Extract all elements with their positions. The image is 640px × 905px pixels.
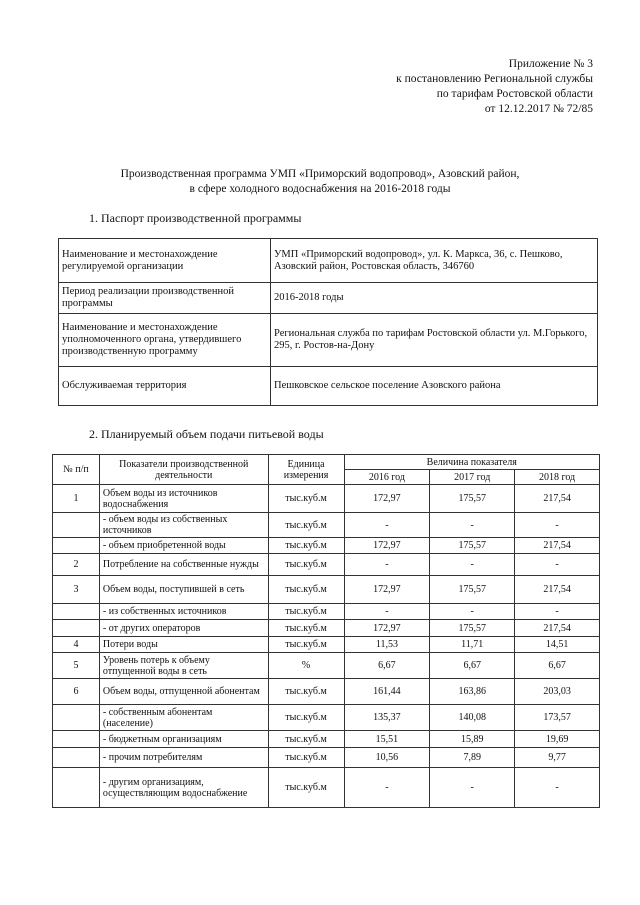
passport-row — [59, 314, 598, 367]
title-line-1: Производственная программа УМП «Приморский водопровод», Азовский район, — [120, 168, 520, 180]
row-number — [53, 620, 100, 637]
row-unit: тыс.куб.м — [268, 604, 344, 620]
row-value-2016: 172,97 — [344, 620, 430, 637]
annex-line-2: к постановлению Региональной службы — [396, 73, 593, 85]
row-indicator: - другим организациям, осуществляющим водоснабжение — [99, 768, 268, 808]
row-number — [53, 748, 100, 768]
row-value-2016: 10,56 — [344, 748, 430, 768]
volume-table — [52, 454, 600, 808]
row-value-2016: 172,97 — [344, 485, 430, 513]
row-value-2018: - — [515, 554, 600, 576]
row-value-2018: 6,67 — [515, 653, 600, 679]
row-number — [53, 768, 100, 808]
row-value-2016: - — [344, 768, 430, 808]
row-value-2017: - — [430, 513, 515, 538]
row-number — [53, 604, 100, 620]
col-header-value: Величина показателя — [344, 455, 600, 470]
row-value-2017: 175,57 — [430, 576, 515, 604]
passport-key: Период реализации производственной программы — [59, 283, 271, 314]
passport-table — [58, 238, 598, 406]
row-value-2018: 217,54 — [515, 576, 600, 604]
col-header-indicator: Показатели производственной деятельности — [99, 455, 268, 485]
table-row — [53, 538, 600, 554]
passport-key: Обслуживаемая территория — [59, 367, 271, 406]
section-1-heading: 1. Паспорт производственной программы — [89, 211, 302, 225]
row-number: 6 — [53, 679, 100, 705]
row-indicator: - бюджетным организациям — [99, 731, 268, 748]
row-unit: тыс.куб.м — [268, 731, 344, 748]
row-value-2017: - — [430, 604, 515, 620]
row-value-2016: 135,37 — [344, 705, 430, 731]
row-value-2017: 175,57 — [430, 620, 515, 637]
row-value-2018: 217,54 — [515, 485, 600, 513]
row-unit: тыс.куб.м — [268, 554, 344, 576]
annex-header — [293, 57, 593, 117]
row-value-2017: 175,57 — [430, 538, 515, 554]
col-header-num: № п/п — [53, 455, 100, 485]
row-number — [53, 731, 100, 748]
table-row — [53, 637, 600, 653]
row-value-2018: 9,77 — [515, 748, 600, 768]
row-value-2018: 203,03 — [515, 679, 600, 705]
row-indicator: Потери воды — [99, 637, 268, 653]
table-row — [53, 679, 600, 705]
row-value-2017: 140,08 — [430, 705, 515, 731]
table-row — [53, 748, 600, 768]
row-number: 4 — [53, 637, 100, 653]
row-value-2016: 172,97 — [344, 538, 430, 554]
document-title — [40, 167, 600, 197]
row-value-2017: 6,67 — [430, 653, 515, 679]
row-indicator: - объем воды из собственных источников — [99, 513, 268, 538]
passport-row — [59, 239, 598, 283]
row-indicator: - прочим потребителям — [99, 748, 268, 768]
row-value-2016: - — [344, 513, 430, 538]
row-value-2016: 161,44 — [344, 679, 430, 705]
passport-key: Наименование и местонахождение уполномоченного органа, утвердившего производственную программу — [59, 314, 271, 367]
row-indicator: Уровень потерь к объему отпущенной воды в сеть — [99, 653, 268, 679]
passport-value: 2016-2018 годы — [271, 283, 598, 314]
table-row — [53, 731, 600, 748]
row-value-2018: - — [515, 604, 600, 620]
passport-value: УМП «Приморский водопровод», ул. К. Маркса, 36, с. Пешково, Азовский район, Ростовская область, 346760 — [271, 239, 598, 283]
row-number: 3 — [53, 576, 100, 604]
row-value-2016: 15,51 — [344, 731, 430, 748]
row-unit: тыс.куб.м — [268, 705, 344, 731]
row-number — [53, 513, 100, 538]
row-value-2018: - — [515, 768, 600, 808]
row-value-2016: 11,53 — [344, 637, 430, 653]
table-row — [53, 620, 600, 637]
annex-line-1: Приложение № 3 — [508, 58, 593, 70]
row-value-2017: 175,57 — [430, 485, 515, 513]
row-value-2018: - — [515, 513, 600, 538]
table-row — [53, 705, 600, 731]
row-indicator: - собственным абонентам (население) — [99, 705, 268, 731]
row-value-2016: - — [344, 554, 430, 576]
row-unit: % — [268, 653, 344, 679]
annex-line-3: по тарифам Ростовской области — [436, 88, 593, 100]
row-unit: тыс.куб.м — [268, 748, 344, 768]
row-value-2017: 11,71 — [430, 637, 515, 653]
row-number — [53, 705, 100, 731]
row-indicator: Объем воды, отпущенной абонентам — [99, 679, 268, 705]
section-2-heading: 2. Планируемый объем подачи питьевой воды — [89, 427, 324, 441]
passport-row — [59, 367, 598, 406]
row-value-2018: 217,54 — [515, 620, 600, 637]
row-value-2017: 163,86 — [430, 679, 515, 705]
row-indicator: Объем воды из источников водоснабжения — [99, 485, 268, 513]
row-unit: тыс.куб.м — [268, 637, 344, 653]
row-number: 5 — [53, 653, 100, 679]
row-value-2017: 7,89 — [430, 748, 515, 768]
row-value-2017: - — [430, 554, 515, 576]
table-row — [53, 604, 600, 620]
passport-row — [59, 283, 598, 314]
row-indicator: - объем приобретенной воды — [99, 538, 268, 554]
row-value-2018: 14,51 — [515, 637, 600, 653]
row-value-2016: - — [344, 604, 430, 620]
row-indicator: - от других операторов — [99, 620, 268, 637]
row-unit: тыс.куб.м — [268, 538, 344, 554]
col-header-2017: 2017 год — [430, 470, 515, 485]
row-value-2017: 15,89 — [430, 731, 515, 748]
col-header-2018: 2018 год — [515, 470, 600, 485]
passport-value: Региональная служба по тарифам Ростовской области ул. М.Горького, 295, г. Ростов-на-Дону — [271, 314, 598, 367]
passport-value: Пешковское сельское поселение Азовского района — [271, 367, 598, 406]
row-unit: тыс.куб.м — [268, 679, 344, 705]
col-header-2016: 2016 год — [344, 470, 430, 485]
table-row — [53, 653, 600, 679]
row-value-2018: 19,69 — [515, 731, 600, 748]
row-unit: тыс.куб.м — [268, 620, 344, 637]
row-value-2016: 6,67 — [344, 653, 430, 679]
row-number — [53, 538, 100, 554]
row-indicator: Объем воды, поступившей в сеть — [99, 576, 268, 604]
row-unit: тыс.куб.м — [268, 768, 344, 808]
row-indicator: - из собственных источников — [99, 604, 268, 620]
row-indicator: Потребление на собственные нужды — [99, 554, 268, 576]
passport-key: Наименование и местонахождение регулируемой организации — [59, 239, 271, 283]
table-row — [53, 513, 600, 538]
row-value-2018: 217,54 — [515, 538, 600, 554]
row-number: 2 — [53, 554, 100, 576]
table-row — [53, 576, 600, 604]
annex-line-4: от 12.12.2017 № 72/85 — [484, 103, 593, 115]
row-unit: тыс.куб.м — [268, 485, 344, 513]
table-row — [53, 485, 600, 513]
row-value-2018: 173,57 — [515, 705, 600, 731]
row-value-2016: 172,97 — [344, 576, 430, 604]
row-value-2017: - — [430, 768, 515, 808]
row-unit: тыс.куб.м — [268, 576, 344, 604]
row-unit: тыс.куб.м — [268, 513, 344, 538]
volume-table-body — [53, 485, 600, 808]
row-number: 1 — [53, 485, 100, 513]
table-row — [53, 554, 600, 576]
title-line-2: в сфере холодного водоснабжения на 2016-2018 годы — [189, 183, 451, 195]
col-header-unit: Единица измерения — [268, 455, 344, 485]
table-row — [53, 768, 600, 808]
